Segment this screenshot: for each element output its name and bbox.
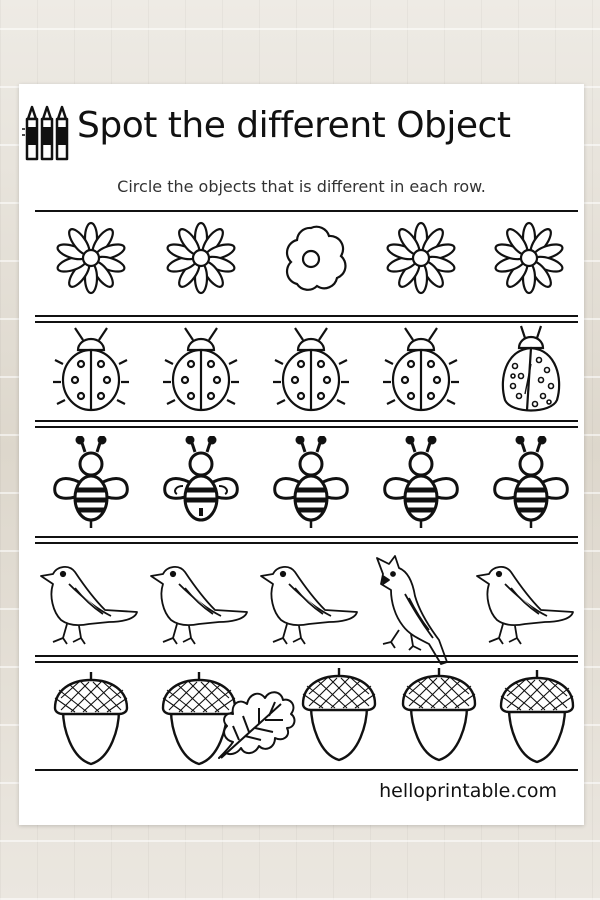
row-divider — [35, 426, 578, 428]
sparrow-icon[interactable] — [149, 554, 249, 650]
sparrow-icon[interactable] — [259, 554, 359, 650]
round-flower-icon[interactable] — [271, 218, 351, 298]
row-divider — [35, 542, 578, 544]
ladybug-icon[interactable] — [381, 324, 461, 420]
oak-leaf-icon[interactable] — [211, 668, 299, 764]
acorn-icon[interactable] — [495, 668, 579, 768]
worksheet-page — [19, 84, 584, 825]
row-divider — [35, 536, 578, 538]
ladybug-icon[interactable] — [271, 324, 351, 420]
acorn-icon[interactable] — [397, 668, 481, 768]
bee-icon[interactable] — [51, 436, 131, 532]
worksheet-title: Spot the different Object — [77, 105, 511, 146]
row-divider — [35, 210, 578, 212]
row-flowers — [35, 218, 578, 314]
sparrow-icon[interactable] — [475, 554, 575, 650]
flower-icon[interactable] — [165, 218, 237, 298]
row-divider — [35, 420, 578, 422]
row-bees — [35, 436, 578, 532]
row-ladybugs — [35, 324, 578, 420]
sparrow-icon[interactable] — [39, 554, 139, 650]
row-divider — [35, 769, 578, 771]
row-divider — [35, 321, 578, 323]
flower-icon[interactable] — [493, 218, 565, 298]
bee-alt-icon[interactable] — [161, 436, 241, 532]
instruction-text: Circle the objects that is different in each row. — [117, 177, 486, 196]
row-divider — [35, 655, 578, 657]
acorn-icon[interactable] — [49, 668, 133, 768]
flower-icon[interactable] — [55, 218, 127, 298]
ladybug-icon[interactable] — [51, 324, 131, 420]
ladybug-icon[interactable] — [161, 324, 241, 420]
header — [19, 96, 584, 156]
cardinal-icon[interactable] — [369, 554, 459, 666]
row-divider — [35, 661, 578, 663]
acorn-icon[interactable] — [297, 668, 381, 768]
row-birds — [35, 554, 578, 650]
spotted-ladybug-icon[interactable] — [491, 324, 571, 420]
crayons-icon — [22, 99, 76, 165]
bee-icon[interactable] — [381, 436, 461, 532]
flower-icon[interactable] — [385, 218, 457, 298]
row-acorns — [35, 668, 578, 764]
website-footer: helloprintable.com — [379, 780, 557, 802]
row-divider — [35, 315, 578, 317]
bee-icon[interactable] — [491, 436, 571, 532]
bee-icon[interactable] — [271, 436, 351, 532]
